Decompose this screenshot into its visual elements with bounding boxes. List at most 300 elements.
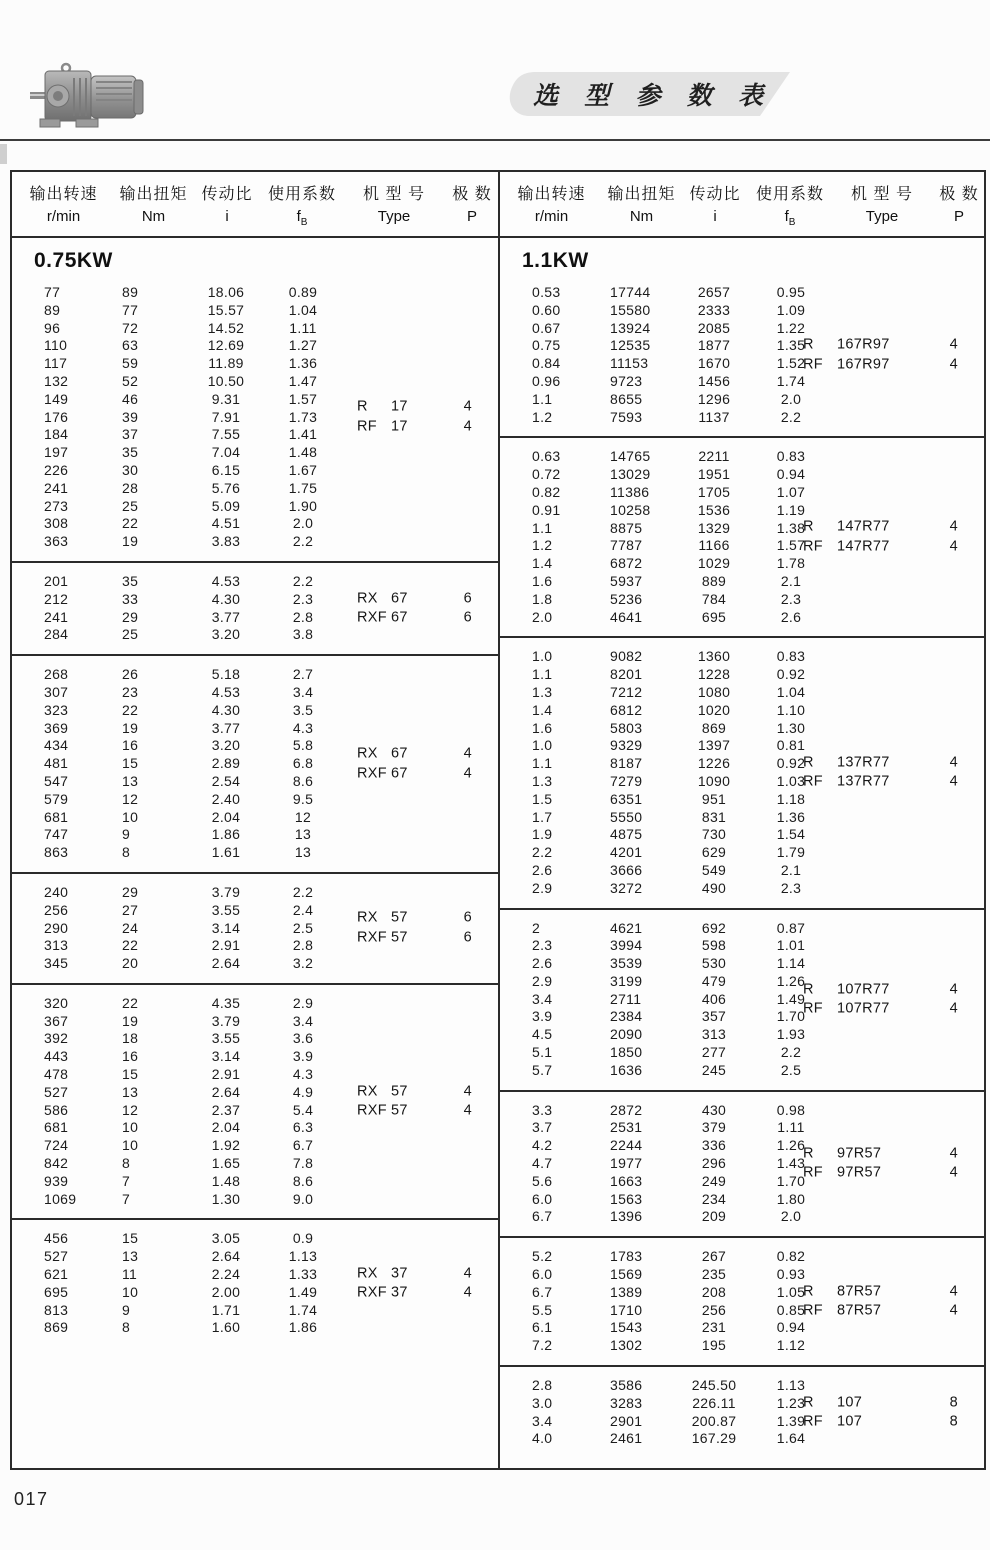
model-number: 57 xyxy=(391,1083,408,1100)
torque-value: 22 xyxy=(122,994,139,1011)
model-prefix: R xyxy=(803,518,814,535)
ratio-value: 6.15 xyxy=(211,461,241,478)
torque-value: 19 xyxy=(122,533,139,550)
model-group xyxy=(12,872,498,983)
torque-value: 15580 xyxy=(610,301,651,318)
table-row xyxy=(500,702,984,720)
speed-value: 6.7 xyxy=(532,1208,553,1225)
table-row xyxy=(12,1230,498,1248)
ratio-value: 267 xyxy=(701,1248,727,1265)
service-factor-value: 2.1 xyxy=(780,861,802,878)
speed-value: 3.4 xyxy=(532,990,553,1007)
service-factor-value: 0.94 xyxy=(776,1319,806,1336)
service-factor-value: 1.36 xyxy=(288,355,318,372)
service-factor-value: 1.19 xyxy=(776,501,806,518)
table-row xyxy=(500,844,984,862)
speed-value: 1.8 xyxy=(532,590,553,607)
speed-value: 681 xyxy=(44,1119,69,1136)
model-prefix: RX xyxy=(357,1083,378,1100)
speed-value: 1.0 xyxy=(532,648,553,665)
header-speed xyxy=(12,181,115,228)
service-factor-value: 1.36 xyxy=(776,808,806,825)
service-factor-value: 1.23 xyxy=(776,1394,806,1411)
table-row xyxy=(500,684,984,702)
type-line xyxy=(803,1282,958,1302)
ratio-value: 1166 xyxy=(698,537,730,554)
table-row xyxy=(500,573,984,591)
torque-value: 27 xyxy=(122,901,139,918)
service-factor-value: 1.47 xyxy=(288,372,318,389)
service-factor-value: 2.3 xyxy=(780,879,802,896)
torque-value: 24 xyxy=(122,919,139,936)
header-label-zh: 使用系数 xyxy=(755,185,824,203)
service-factor-value: 1.27 xyxy=(288,337,318,354)
table-row xyxy=(12,302,498,320)
torque-value: 29 xyxy=(122,883,139,900)
type-poles-block xyxy=(803,980,958,1019)
torque-value: 3586 xyxy=(610,1377,643,1394)
torque-value: 22 xyxy=(122,515,139,532)
speed-value: 0.63 xyxy=(532,448,561,465)
type-line xyxy=(357,764,472,784)
header-label-zh: 输出转速 xyxy=(517,185,586,203)
ratio-value: 1670 xyxy=(697,355,731,372)
service-factor-value: 1.33 xyxy=(288,1266,318,1283)
ratio-value: 296 xyxy=(701,1155,727,1172)
model-prefix: R xyxy=(357,398,368,415)
model-number: 147R77 xyxy=(837,518,890,535)
header-label-latin: P xyxy=(466,207,477,225)
ratio-value: 5.09 xyxy=(211,497,241,514)
ratio-value: 3.14 xyxy=(211,919,241,936)
service-factor-value: 1.22 xyxy=(776,319,806,336)
torque-value: 8 xyxy=(122,1155,131,1172)
torque-value: 16 xyxy=(122,1048,139,1065)
ratio-value: 357 xyxy=(701,1008,727,1025)
service-factor-value: 1.70 xyxy=(776,1172,806,1189)
header-label-zh: 使用系数 xyxy=(267,185,336,203)
torque-value: 35 xyxy=(122,572,139,589)
ratio-value: 3.79 xyxy=(211,883,241,900)
speed-value: 5.1 xyxy=(532,1044,553,1061)
ratio-value: 430 xyxy=(701,1101,727,1118)
service-factor-value: 2.9 xyxy=(292,994,314,1011)
speed-value: 0.84 xyxy=(532,355,561,372)
speed-value: 2.3 xyxy=(532,937,553,954)
type-line xyxy=(357,745,472,765)
poles-value: 4 xyxy=(949,1145,958,1162)
table-row xyxy=(500,409,984,427)
speed-value: 2.8 xyxy=(532,1377,553,1394)
service-factor-value: 1.80 xyxy=(776,1190,806,1207)
ratio-value: 277 xyxy=(701,1044,727,1061)
torque-value: 7 xyxy=(122,1172,131,1189)
speed-value: 5.2 xyxy=(532,1248,553,1265)
torque-value: 25 xyxy=(122,497,139,514)
service-factor-value: 1.39 xyxy=(776,1412,806,1429)
service-factor-value: 5.4 xyxy=(292,1101,314,1118)
service-factor-value: 1.73 xyxy=(288,408,318,425)
model-type xyxy=(803,518,890,538)
ratio-value: 3.14 xyxy=(211,1048,241,1065)
type-poles-block xyxy=(357,589,472,628)
torque-value: 10 xyxy=(122,1283,139,1300)
type-poles-block xyxy=(357,1264,472,1303)
speed-value: 939 xyxy=(44,1172,69,1189)
speed-value: 869 xyxy=(44,1319,69,1336)
table-row xyxy=(500,373,984,391)
model-number: 57 xyxy=(391,1102,408,1119)
header-label-zh: 输出扭矩 xyxy=(119,185,188,203)
service-factor-value: 4.9 xyxy=(292,1083,314,1100)
poles-value: 4 xyxy=(463,1265,472,1282)
torque-value: 2872 xyxy=(610,1101,643,1118)
service-factor-value: 9.5 xyxy=(292,790,314,807)
service-factor-value: 6.7 xyxy=(292,1137,314,1154)
speed-value: 0.67 xyxy=(532,319,561,336)
torque-value: 29 xyxy=(122,608,139,625)
speed-value: 586 xyxy=(44,1101,69,1118)
table-row xyxy=(12,1137,498,1155)
model-type xyxy=(803,1000,890,1020)
speed-value: 1.5 xyxy=(532,790,553,807)
torque-value: 28 xyxy=(122,479,139,496)
speed-value: 1.6 xyxy=(532,719,553,736)
torque-value: 5803 xyxy=(610,719,643,736)
poles-value: 4 xyxy=(949,1000,958,1017)
service-factor-value: 2.1 xyxy=(780,572,802,589)
ratio-value: 9.31 xyxy=(211,390,241,407)
service-factor-value: 2.0 xyxy=(780,1208,802,1225)
ratio-value: 1.71 xyxy=(211,1301,241,1318)
header-label-zh: 传动比 xyxy=(201,185,253,203)
ratio-value: 2.00 xyxy=(211,1283,241,1300)
header-label-zh: 机 型 号 xyxy=(363,185,425,203)
table-row xyxy=(500,1102,984,1120)
service-factor-value: 0.89 xyxy=(288,284,318,300)
service-factor-value: 1.57 xyxy=(288,390,318,407)
torque-value: 18 xyxy=(122,1030,139,1047)
poles-value: 6 xyxy=(463,609,472,626)
table-row xyxy=(12,337,498,355)
ratio-value: 1.92 xyxy=(211,1137,241,1154)
table-row xyxy=(12,1191,498,1209)
table-row xyxy=(500,391,984,409)
torque-value: 46 xyxy=(122,390,139,407)
torque-value: 22 xyxy=(122,701,139,718)
speed-value: 290 xyxy=(44,919,69,936)
service-factor-value: 6.8 xyxy=(292,755,314,772)
type-line xyxy=(803,1302,958,1322)
table-row xyxy=(500,609,984,627)
type-poles-block xyxy=(803,336,958,375)
type-line xyxy=(803,753,958,773)
speed-value: 273 xyxy=(44,497,69,514)
ratio-value: 629 xyxy=(701,844,727,861)
service-factor-value: 2.2 xyxy=(780,408,802,425)
model-groups xyxy=(500,274,984,1458)
service-factor-value: 1.43 xyxy=(776,1155,806,1172)
model-prefix: RXF xyxy=(357,1284,387,1301)
ratio-value: 2.37 xyxy=(211,1101,241,1118)
service-factor-value: 2.2 xyxy=(292,572,314,589)
ratio-value: 7.55 xyxy=(211,426,241,443)
torque-value: 1302 xyxy=(610,1337,643,1354)
model-number: 167R97 xyxy=(837,336,890,353)
model-type xyxy=(357,1102,408,1122)
torque-value: 59 xyxy=(122,355,139,372)
speed-value: 2.9 xyxy=(532,972,553,989)
table-row xyxy=(12,284,498,302)
power-rating-label: 1.1KW xyxy=(522,249,589,272)
poles-value: 4 xyxy=(463,1083,472,1100)
service-factor-value: 1.04 xyxy=(776,683,806,700)
header-torque xyxy=(603,181,680,228)
type-line xyxy=(357,909,472,929)
header-label-zh: 极 数 xyxy=(939,185,979,203)
service-factor-value: 5.8 xyxy=(292,737,314,754)
poles-value: 6 xyxy=(463,929,472,946)
torque-value: 3199 xyxy=(610,972,643,989)
type-line xyxy=(803,773,958,793)
speed-value: 724 xyxy=(44,1137,69,1154)
torque-value: 7593 xyxy=(610,408,643,425)
torque-value: 1396 xyxy=(610,1208,643,1225)
speed-value: 1.2 xyxy=(532,537,553,554)
ratio-value: 3.05 xyxy=(211,1230,241,1247)
ratio-value: 3.55 xyxy=(211,1030,241,1047)
table-row xyxy=(12,1048,498,1066)
model-number: 97R57 xyxy=(837,1164,882,1181)
service-factor-value: 2.5 xyxy=(292,919,314,936)
speed-value: 1.9 xyxy=(532,826,553,843)
model-type xyxy=(803,1393,862,1413)
torque-value: 3283 xyxy=(610,1394,643,1411)
ratio-value: 4.35 xyxy=(211,994,241,1011)
poles-value: 4 xyxy=(949,754,958,771)
torque-value: 7279 xyxy=(610,772,643,789)
type-line xyxy=(803,1164,958,1184)
poles-value: 4 xyxy=(949,1164,958,1181)
type-line xyxy=(803,1144,958,1164)
ratio-value: 490 xyxy=(701,879,727,896)
torque-value: 77 xyxy=(122,301,139,318)
speed-value: 813 xyxy=(44,1301,69,1318)
speed-value: 621 xyxy=(44,1266,69,1283)
model-group xyxy=(12,654,498,872)
table-row xyxy=(12,955,498,973)
speed-value: 0.53 xyxy=(532,284,561,300)
table-row xyxy=(12,1319,498,1337)
torque-value: 8201 xyxy=(610,666,643,683)
ratio-value: 245 xyxy=(701,1061,727,1078)
ratio-value: 2.40 xyxy=(211,790,241,807)
ratio-value: 1877 xyxy=(697,337,731,354)
ratio-value: 2.64 xyxy=(211,955,241,972)
torque-value: 15 xyxy=(122,1066,139,1083)
service-factor-value: 1.49 xyxy=(776,990,806,1007)
table-row xyxy=(500,1319,984,1337)
ratio-value: 695 xyxy=(701,608,727,625)
service-factor-value: 1.57 xyxy=(776,537,806,554)
ratio-value: 15.57 xyxy=(207,301,245,318)
speed-value: 579 xyxy=(44,790,69,807)
type-line xyxy=(803,518,958,538)
torque-value: 11 xyxy=(122,1266,138,1283)
torque-value: 89 xyxy=(122,284,139,300)
torque-value: 7787 xyxy=(610,537,643,554)
torque-value: 9082 xyxy=(610,648,643,665)
service-factor-value: 1.05 xyxy=(776,1283,806,1300)
ratio-value: 406 xyxy=(701,990,727,1007)
speed-value: 201 xyxy=(44,572,69,589)
table-row xyxy=(12,515,498,533)
speed-value: 4.0 xyxy=(532,1430,553,1447)
poles-value: 4 xyxy=(949,773,958,790)
torque-value: 1710 xyxy=(610,1301,643,1318)
ratio-value: 869 xyxy=(701,719,727,736)
model-type xyxy=(357,928,408,948)
service-factor-value: 1.18 xyxy=(776,790,806,807)
torque-value: 6872 xyxy=(610,555,643,572)
service-factor-value: 2.3 xyxy=(292,590,314,607)
ratio-value: 256 xyxy=(701,1301,727,1318)
torque-value: 7212 xyxy=(610,683,643,700)
ratio-value: 5.76 xyxy=(211,479,241,496)
torque-value: 25 xyxy=(122,626,139,643)
speed-value: 2.0 xyxy=(532,608,553,625)
torque-value: 63 xyxy=(122,337,139,354)
header-label-latin: Nm xyxy=(629,207,654,225)
service-factor-value: 0.83 xyxy=(776,648,806,665)
ratio-value: 1228 xyxy=(697,666,731,683)
speed-value: 132 xyxy=(44,372,69,389)
header-ratio xyxy=(192,181,262,228)
torque-value: 3539 xyxy=(610,955,643,972)
ratio-value: 889 xyxy=(701,572,727,589)
service-factor-value: 1.67 xyxy=(288,461,318,478)
poles-value: 4 xyxy=(463,765,472,782)
header-speed xyxy=(500,181,603,228)
ratio-value: 7.91 xyxy=(211,408,241,425)
speed-value: 0.96 xyxy=(532,372,561,389)
table-row xyxy=(500,666,984,684)
service-factor-value: 4.3 xyxy=(292,719,314,736)
ratio-value: 4.30 xyxy=(211,590,241,607)
table-row xyxy=(500,591,984,609)
service-factor-value: 3.9 xyxy=(292,1048,314,1065)
torque-value: 13029 xyxy=(610,466,651,483)
table-row xyxy=(500,466,984,484)
header-poles xyxy=(446,181,498,228)
type-poles-block xyxy=(357,745,472,784)
model-number: 107R77 xyxy=(837,981,890,998)
speed-value: 184 xyxy=(44,426,69,443)
speed-value: 456 xyxy=(44,1230,69,1247)
model-number: 17 xyxy=(391,418,408,435)
model-prefix: RX xyxy=(357,745,378,762)
poles-value: 4 xyxy=(463,418,472,435)
model-prefix: RF xyxy=(803,773,823,790)
ratio-value: 10.50 xyxy=(207,372,245,389)
table-row xyxy=(12,995,498,1013)
header-label-latin: Type xyxy=(865,207,899,225)
table-row xyxy=(500,1026,984,1044)
speed-value: 443 xyxy=(44,1048,69,1065)
ratio-value: 379 xyxy=(701,1119,727,1136)
torque-value: 2531 xyxy=(610,1119,643,1136)
service-factor-value: 1.07 xyxy=(776,483,806,500)
service-factor-value: 1.41 xyxy=(288,426,318,443)
ratio-value: 2657 xyxy=(697,284,731,300)
speed-value: 681 xyxy=(44,808,69,825)
torque-value: 2711 xyxy=(610,990,642,1007)
poles-value: 4 xyxy=(949,336,958,353)
binding-mark xyxy=(0,144,7,164)
ratio-value: 209 xyxy=(701,1208,727,1225)
model-number: 37 xyxy=(391,1284,408,1301)
torque-value: 3994 xyxy=(610,937,643,954)
speed-value: 369 xyxy=(44,719,69,736)
service-factor-value: 2.8 xyxy=(292,937,314,954)
header-label-latin: $f_B$ xyxy=(296,207,308,228)
torque-value: 14765 xyxy=(610,448,651,465)
ratio-value: 234 xyxy=(701,1190,727,1207)
torque-value: 1543 xyxy=(610,1319,643,1336)
torque-value: 1663 xyxy=(610,1172,643,1189)
speed-value: 117 xyxy=(44,355,68,372)
ratio-value: 3.79 xyxy=(211,1012,241,1029)
type-line xyxy=(357,398,472,418)
service-factor-value: 1.70 xyxy=(776,1008,806,1025)
model-group xyxy=(500,1236,984,1365)
torque-value: 17744 xyxy=(610,284,651,300)
model-group xyxy=(12,561,498,654)
table-row xyxy=(500,920,984,938)
torque-value: 1569 xyxy=(610,1266,643,1283)
service-factor-value: 2.4 xyxy=(292,901,314,918)
torque-value: 26 xyxy=(122,666,139,683)
torque-value: 16 xyxy=(122,737,139,754)
speed-value: 6.0 xyxy=(532,1266,553,1283)
speed-value: 4.2 xyxy=(532,1137,553,1154)
ratio-value: 2.64 xyxy=(211,1083,241,1100)
speed-value: 3.4 xyxy=(532,1412,553,1429)
torque-value: 20 xyxy=(122,955,139,972)
model-prefix: RX xyxy=(357,909,378,926)
poles-value: 4 xyxy=(949,538,958,555)
table-row xyxy=(12,791,498,809)
header-label-zh: 传动比 xyxy=(689,185,741,203)
torque-value: 35 xyxy=(122,444,139,461)
service-factor-value: 9.0 xyxy=(292,1190,314,1207)
torque-value: 13924 xyxy=(610,319,651,336)
type-line xyxy=(357,609,472,629)
torque-value: 13 xyxy=(122,772,139,789)
type-poles-block xyxy=(803,1144,958,1183)
torque-value: 72 xyxy=(122,319,139,336)
type-line xyxy=(803,355,958,375)
model-type xyxy=(803,355,890,375)
power-rating-label: 0.75KW xyxy=(34,249,113,272)
speed-value: 197 xyxy=(44,444,69,461)
torque-value: 3666 xyxy=(610,861,643,878)
table-row xyxy=(12,373,498,391)
ratio-value: 1.48 xyxy=(211,1172,241,1189)
service-factor-value: 2.0 xyxy=(780,390,802,407)
ratio-value: 1397 xyxy=(697,737,731,754)
speed-value: 6.7 xyxy=(532,1283,553,1300)
